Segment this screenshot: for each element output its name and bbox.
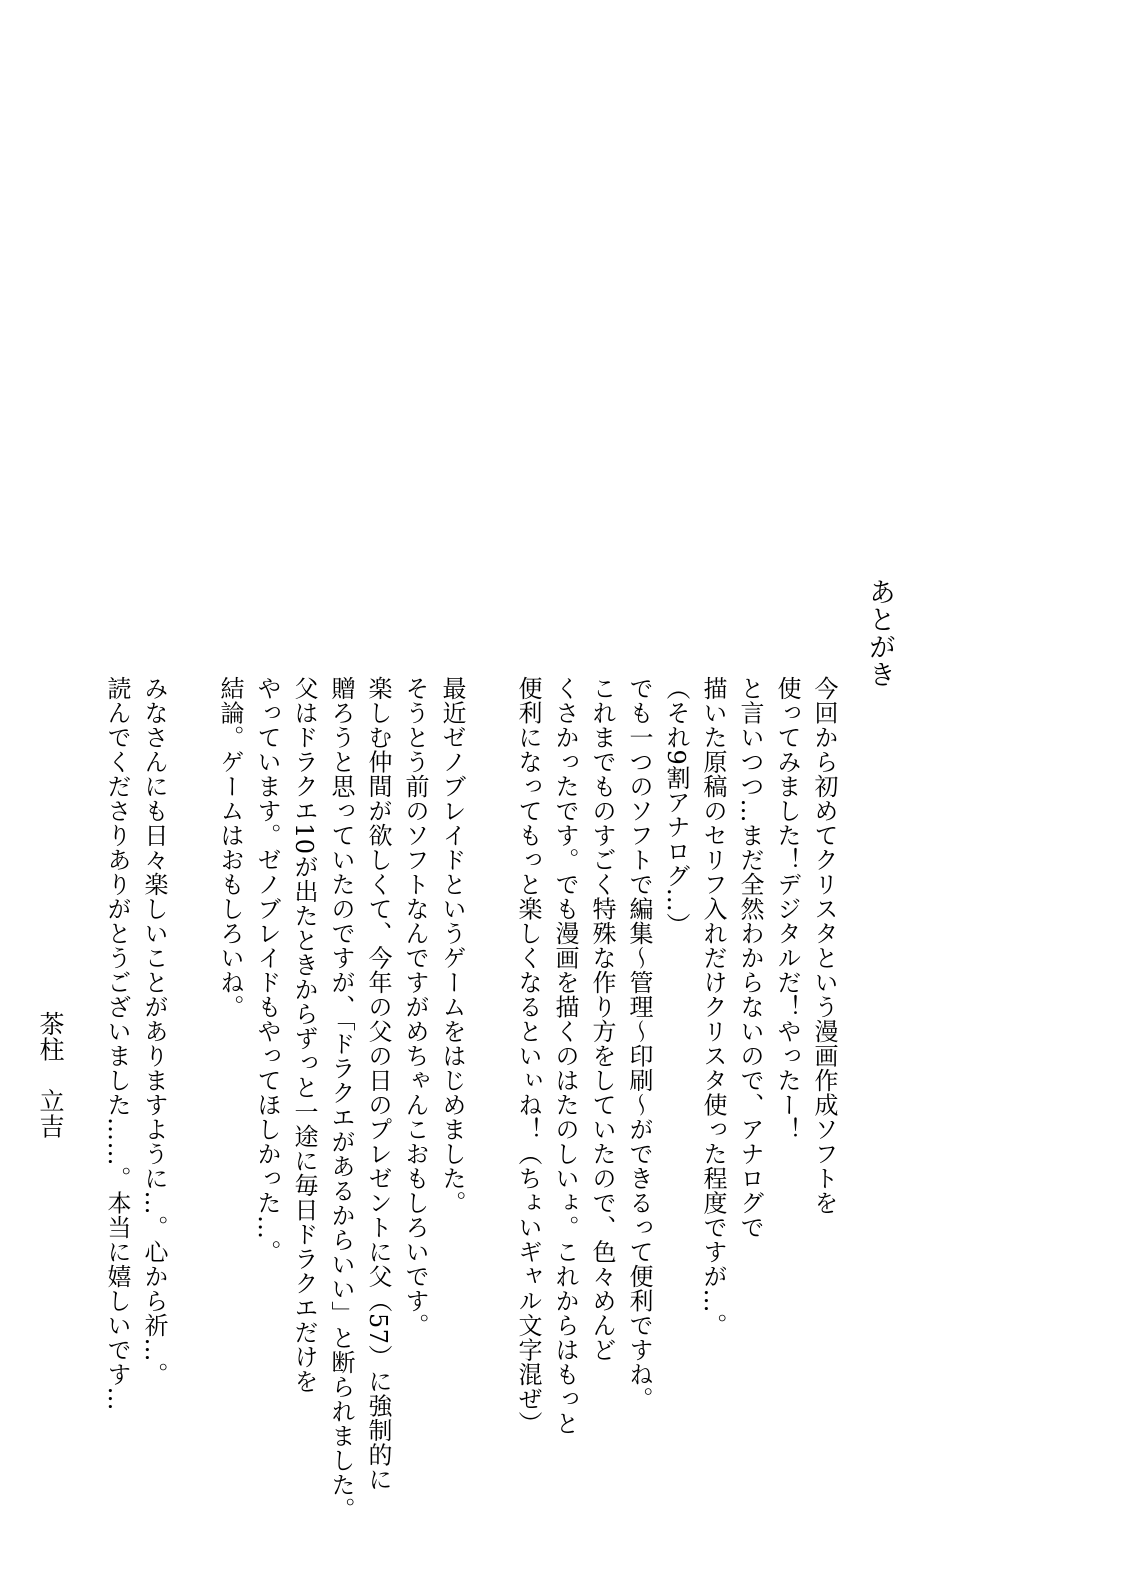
afterword-line: 最近ゼノブレイドというゲームをはじめました。	[438, 676, 466, 1215]
afterword-line: でも一つのソフトで編集〜管理〜印刷〜ができるって便利ですね。	[625, 676, 653, 1411]
afterword-line: 使ってみました！デジタルだ！やったー！	[773, 676, 801, 1142]
afterword-line: 結論。ゲームはおもしろいね。	[216, 676, 244, 1019]
afterword-line: 描いた原稿のセリフ入れだけクリスタ使った程度ですが…。	[699, 676, 727, 1338]
afterword-line: 今回から初めてクリスタという漫画作成ソフトを	[810, 676, 838, 1215]
afterword-line: 便利になってもっと楽しくなるといぃね！（ちょいギャル文字混ぜ）	[514, 676, 542, 1436]
afterword-line: 父はドラクエ10が出たときからずっと一途に毎日ドラクエだけを	[290, 676, 318, 1394]
author-family-name: 茶柱	[36, 1011, 65, 1062]
afterword-line: やっています。ゼノブレイドもやってほしかった…。	[253, 676, 281, 1264]
afterword-line: くさかったです。でも漫画を描くのはたのしいょ。これからはもっと	[551, 676, 579, 1436]
afterword-line: （それ9割アナログ…）	[662, 676, 690, 937]
afterword-title: あとがき	[864, 578, 895, 688]
author-given-name: 立吉	[36, 1088, 65, 1139]
afterword-line: と言いつつ…まだ全然わからないので、アナログで	[736, 676, 764, 1240]
afterword-line: これまでものすごく特殊な作り方をしていたので、色々めんど	[588, 676, 616, 1362]
author-signature	[38, 1011, 63, 1139]
afterword-line: そうとう前のソフトなんですがめちゃんこおもしろいです。	[401, 676, 429, 1338]
afterword-line: 楽しむ仲間が欲しくて、今年の父の日のプレゼントに父（57）に強制的に	[364, 676, 392, 1492]
afterword-line: 贈ろうと思っていたのですが、「ドラクエがあるからいい」と断られました。	[327, 676, 355, 1522]
afterword-line: 読んでくださりありがとうございました……。本当に嬉しいです…	[103, 676, 131, 1411]
afterword-line: みなさんにも日々楽しいことがありますように…。心から祈…。	[140, 676, 168, 1387]
